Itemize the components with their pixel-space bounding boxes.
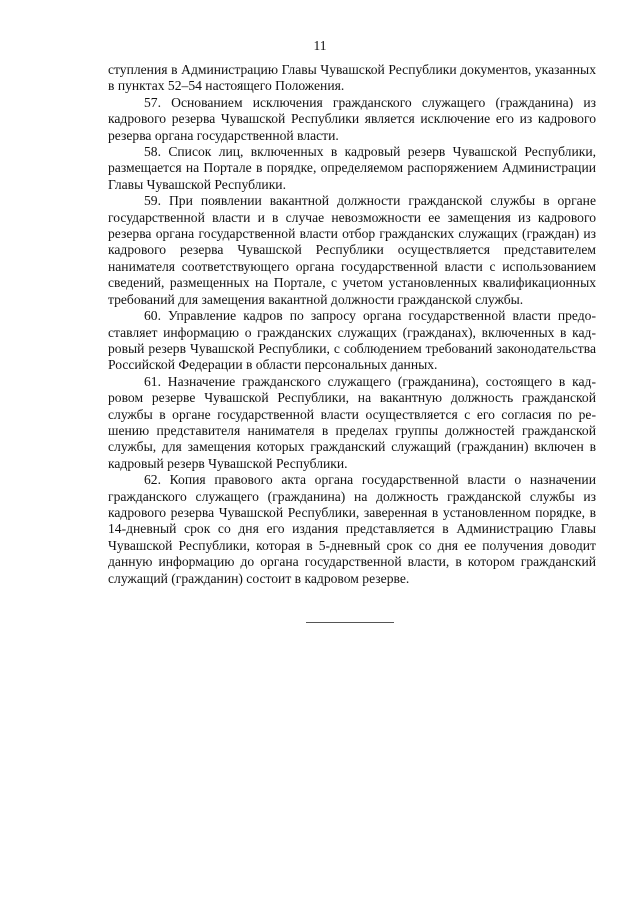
paragraph-61: 61. Назначение гражданского служащего (гражданина), состоящего в кадровом резерве Чувашской Республики, на вакантную должность гражданской службы в органе государственной власти осуществляется с его согласия по решению представителя нанимателя в пределах группы должностей гражданской службы, для замещения которых гражданский служащий (гражданин) включен в кадровый резерв Чувашской Республики. <box>108 373 596 471</box>
paragraph-58: 58. Список лиц, включенных в кадровый резерв Чувашской Республики, размещается на Портале в порядке, определяемом распоряжением Администрации Главы Чувашской Республики. <box>108 144 596 192</box>
paragraph-62: 62. Копия правового акта органа государственной власти о назначении гражданского служащего (гражданина) на должность гражданской службы из кадрового резерва Чувашской Республики, заверенная в установленном порядке, в 14-дневный срок со дня его издания представляется в Администрацию Главы Чувашской Республики, которая в 5-дневный срок со дня ее получения доводит данную информацию до органа государственной власти, в котором гражданский служащий (гражданин) состоит в кадровом резерве. <box>108 472 596 586</box>
document-body <box>108 62 596 587</box>
paragraph-57: 57. Основанием исключения гражданского служащего (гражданина) из кадрового резерва Чувашской Республики является исключение его из кадрового резерва органа государственной власти. <box>108 94 596 143</box>
paragraph-56-continuation: ступления в Администрацию Главы Чувашской Республики документов, указанных в пунктах 52–54 настоящего Положения. <box>108 62 596 94</box>
end-divider <box>306 622 394 623</box>
paragraph-59: 59. При появлении вакантной должности гражданской службы в органе государственной власти и в случае невозможности ее замещения из кадрового резерва органа государственной власти отбор гражданских служащих (граждан) из кадрового резерва Чувашской Республики осуществляется представителем нанимателя соответствующего органа государственной власти с использованием сведений, размещенных на Портале, с учетом установленных квалификационных требований для замещения вакантной должности гражданской службы. <box>108 193 596 307</box>
page-number: 11 <box>313 38 327 53</box>
paragraph-60: 60. Управление кадров по запросу органа государственной власти предоставляет информацию о гражданских служащих (гражданах), включенных в кадровый резерв Чувашской Республики, с соблюдением требований законодательства Российской Федерации в области персональных данных. <box>108 308 596 373</box>
